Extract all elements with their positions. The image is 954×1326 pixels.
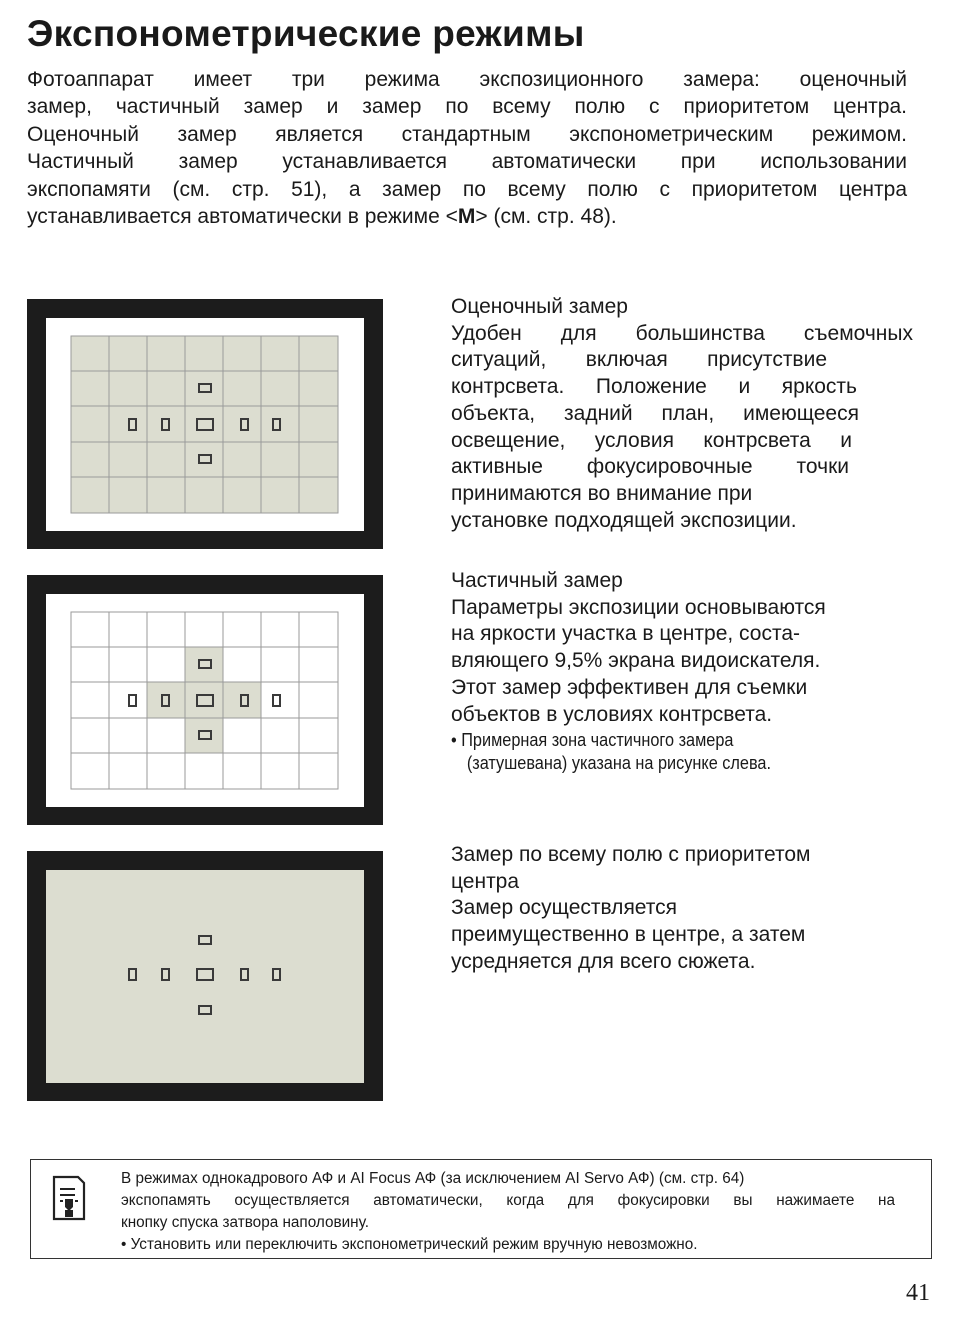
partial-metering-figure bbox=[27, 575, 383, 825]
mode-heading: Частичный замер bbox=[451, 569, 623, 592]
intro-text: > (см. стр. 48). bbox=[475, 205, 617, 229]
center-weighted-metering-figure bbox=[27, 851, 383, 1101]
intro-line: замер, частичный замер и замер по всему полю с приоритетом центра. bbox=[27, 95, 907, 119]
intro-line: экспопамяти (см. стр. 51), а замер по всему полю с приоритетом центра bbox=[27, 177, 907, 201]
description-line: Этот замер эффективен для съемки bbox=[451, 675, 808, 699]
page-number: 41 bbox=[906, 1280, 930, 1306]
intro-text: устанавливается автоматически в режиме < bbox=[27, 205, 458, 229]
description-line: Замер осуществляется bbox=[451, 896, 678, 920]
shade-cell bbox=[185, 647, 223, 682]
bullet-line: • Примерная зона частичного замера bbox=[451, 729, 734, 751]
intro-paragraph bbox=[27, 66, 907, 230]
description-line: ситуаций, включая присутствие bbox=[451, 348, 827, 372]
description-line: освещение, условия контрсвета и bbox=[451, 428, 852, 452]
mode-heading: Замер по всему полю с приоритетом bbox=[451, 843, 811, 866]
description-line: объектов в условиях контрсвета. bbox=[451, 702, 773, 726]
shade-cell bbox=[147, 682, 261, 718]
description-line: контрсвета. Положение и яркость bbox=[451, 375, 857, 399]
center-weighted-metering-diagram bbox=[27, 851, 383, 1101]
intro-line: Частичный замер устанавливается автоматически при использовании bbox=[27, 150, 907, 174]
shade-cell bbox=[185, 718, 223, 753]
viewfinder-window-shaded bbox=[46, 870, 364, 1083]
note-line: В режимах однокадрового АФ и AI Focus АФ (за исключением AI Servo АФ) (см. стр. 64) bbox=[121, 1170, 745, 1187]
note-box bbox=[30, 1159, 932, 1259]
metering-area-shade bbox=[71, 336, 338, 513]
description-line: преимущественно в центре, а затем bbox=[451, 923, 806, 947]
center-weighted-metering-description bbox=[451, 842, 913, 976]
description-line: Параметры экспозиции основываются bbox=[451, 595, 826, 619]
description-line: усредняется для всего сюжета. bbox=[451, 949, 756, 973]
description-line: принимаются во внимание при bbox=[451, 481, 753, 505]
note-line: кнопку спуска затвора наполовину. bbox=[121, 1214, 369, 1231]
partial-metering-description bbox=[451, 568, 913, 774]
evaluative-metering-figure bbox=[27, 299, 383, 549]
mode-heading: центра bbox=[451, 869, 520, 893]
note-bullet-line: • Установить или переключить экспонометрический режим вручную невозможно. bbox=[121, 1236, 698, 1253]
bullet-line: (затушевана) указана на рисунке слева. bbox=[466, 752, 772, 774]
partial-metering-diagram bbox=[27, 575, 383, 825]
note-icon bbox=[51, 1174, 87, 1222]
page-title: Экспонометрические режимы bbox=[27, 13, 585, 54]
mode-heading: Оценочный замер bbox=[451, 295, 628, 318]
description-line: на яркости участка в центре, соста- bbox=[451, 622, 801, 646]
description-line: активные фокусировочные точки bbox=[451, 455, 849, 479]
description-line: Удобен для большинства съемочных bbox=[451, 321, 913, 345]
intro-line-last bbox=[27, 203, 907, 230]
intro-line: Оценочный замер является стандартным экспонометрическим режимом. bbox=[27, 122, 907, 146]
evaluative-metering-description bbox=[451, 294, 913, 534]
description-line: объекта, задний план, имеющееся bbox=[451, 401, 859, 425]
intro-line: Фотоаппарат имеет три режима экспозиционного замера: оценочный bbox=[27, 68, 907, 91]
note-line: экспопамять осуществляется автоматически, когда для фокусировки вы нажимаете на bbox=[121, 1192, 895, 1209]
evaluative-metering-diagram bbox=[27, 299, 383, 549]
description-line: вляющего 9,5% экрана видоискателя. bbox=[451, 649, 821, 673]
description-line: установке подходящей экспозиции. bbox=[451, 508, 797, 532]
note-text bbox=[121, 1168, 901, 1256]
partial-metering-bullet bbox=[451, 728, 858, 774]
mode-m-label: M bbox=[457, 205, 476, 229]
